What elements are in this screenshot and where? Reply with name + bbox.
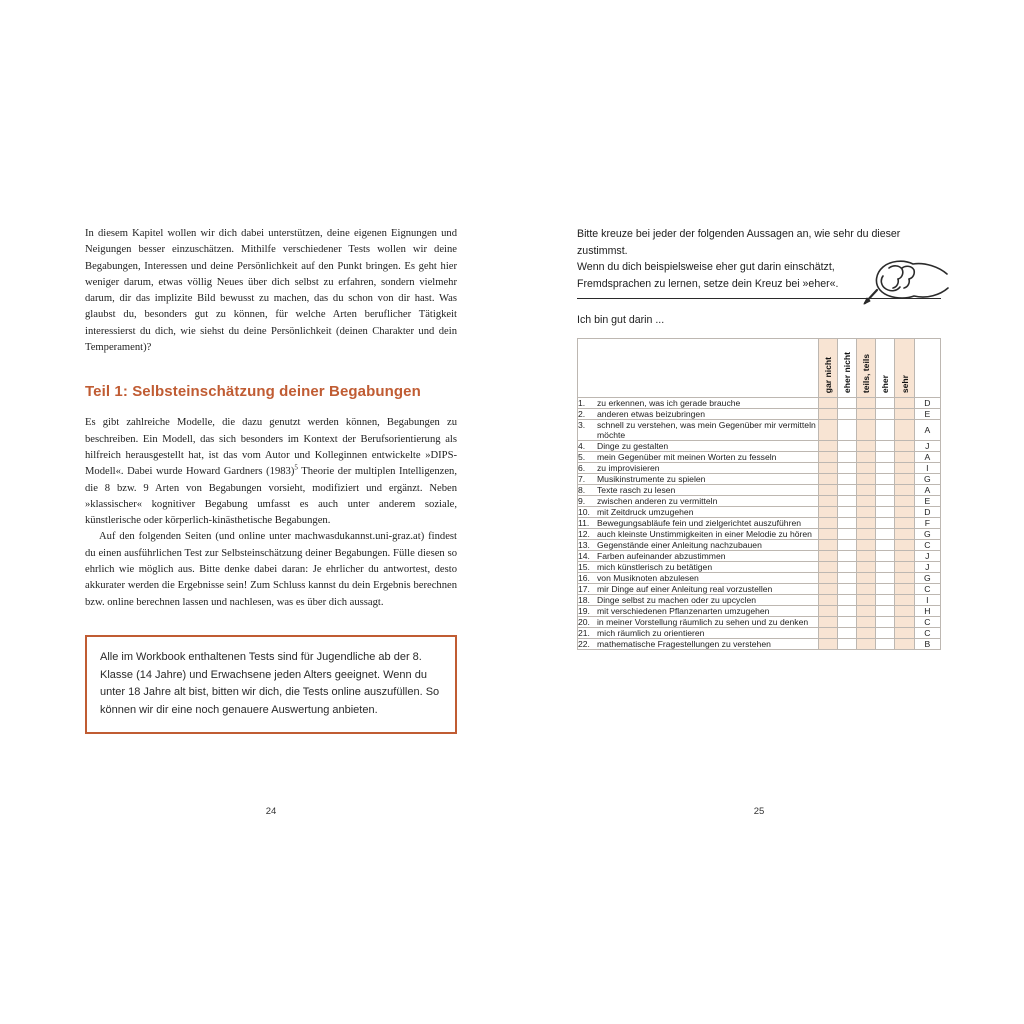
- table-row: [578, 551, 941, 562]
- rating-cell-sehr[interactable]: [895, 551, 914, 562]
- rating-cell-eher-nicht[interactable]: [837, 452, 856, 463]
- statement-cell: [578, 441, 819, 452]
- rating-cell-teils-teils[interactable]: [857, 507, 876, 518]
- rating-cell-eher[interactable]: [876, 551, 895, 562]
- rating-cell-eher-nicht[interactable]: [837, 562, 856, 573]
- table-row: [578, 540, 941, 551]
- statement-number: 13.: [578, 540, 590, 550]
- category-letter: C: [914, 628, 940, 639]
- table-row: [578, 518, 941, 529]
- right-page: [577, 226, 941, 650]
- rating-cell-gar-nicht[interactable]: [818, 485, 837, 496]
- lead-in-text: Ich bin gut darin ...: [577, 314, 665, 326]
- statement-text: anderen etwas beizubringen: [597, 409, 705, 419]
- table-row: [578, 562, 941, 573]
- table-row: [578, 639, 941, 650]
- category-letter: A: [914, 452, 940, 463]
- rating-cell-teils-teils[interactable]: [857, 441, 876, 452]
- rating-cell-teils-teils[interactable]: [857, 584, 876, 595]
- rating-cell-gar-nicht[interactable]: [818, 595, 837, 606]
- statement-number: 7.: [578, 474, 586, 484]
- statement-number: 10.: [578, 507, 590, 517]
- rating-cell-eher-nicht[interactable]: [837, 584, 856, 595]
- rating-cell-sehr[interactable]: [895, 474, 914, 485]
- rating-cell-eher-nicht[interactable]: [837, 507, 856, 518]
- rating-cell-sehr[interactable]: [895, 441, 914, 452]
- instructions-line1: Bitte kreuze bei jeder der folgenden Aussagen an, wie sehr du dieser zustimmst.: [577, 228, 901, 257]
- statement-text: zu erkennen, was ich gerade brauche: [597, 398, 741, 408]
- rating-cell-sehr[interactable]: [895, 529, 914, 540]
- rating-cell-eher[interactable]: [876, 463, 895, 474]
- statements-table-body: [578, 398, 941, 650]
- rating-cell-eher-nicht[interactable]: [837, 639, 856, 650]
- statement-cell: [578, 617, 819, 628]
- statement-cell: [578, 551, 819, 562]
- rating-cell-gar-nicht[interactable]: [818, 398, 837, 409]
- statement-text: schnell zu verstehen, was mein Gegenüber mir vermitteln möchte: [597, 420, 816, 440]
- statement-text: Texte rasch zu lesen: [597, 485, 676, 495]
- rating-cell-teils-teils[interactable]: [857, 562, 876, 573]
- rating-cell-eher[interactable]: [876, 507, 895, 518]
- rating-cell-sehr[interactable]: [895, 639, 914, 650]
- statement-number: 19.: [578, 606, 590, 616]
- statement-cell: [578, 409, 819, 420]
- instructions-rest: Wenn du dich beispielsweise eher gut darin einschätzt, Fremdsprachen zu lernen, setze dein Kreuz bei »eher«.: [577, 261, 839, 290]
- rating-cell-sehr[interactable]: [895, 628, 914, 639]
- statement-text: Gegenstände einer Anleitung nachzubauen: [597, 540, 762, 550]
- statement-column-header: [578, 339, 819, 398]
- statement-cell: [578, 529, 819, 540]
- table-row: [578, 628, 941, 639]
- statement-number: 11.: [578, 518, 590, 528]
- statement-cell: [578, 507, 819, 518]
- rating-cell-eher[interactable]: [876, 485, 895, 496]
- statement-text: mir Dinge auf einer Anleitung real vorzustellen: [597, 584, 773, 594]
- rating-cell-eher-nicht[interactable]: [837, 551, 856, 562]
- rating-cell-sehr[interactable]: [895, 595, 914, 606]
- rating-cell-gar-nicht[interactable]: [818, 584, 837, 595]
- table-row: [578, 573, 941, 584]
- statement-cell: [578, 606, 819, 617]
- rating-cell-sehr[interactable]: [895, 606, 914, 617]
- rating-cell-teils-teils[interactable]: [857, 463, 876, 474]
- rating-cell-eher-nicht[interactable]: [837, 540, 856, 551]
- rating-cell-teils-teils[interactable]: [857, 639, 876, 650]
- rating-cell-gar-nicht[interactable]: [818, 617, 837, 628]
- rating-cell-eher[interactable]: [876, 584, 895, 595]
- table-row: [578, 452, 941, 463]
- rating-cell-teils-teils[interactable]: [857, 551, 876, 562]
- table-row: [578, 507, 941, 518]
- statement-number: 5.: [578, 452, 586, 462]
- category-letter: G: [914, 474, 940, 485]
- statement-cell: [578, 474, 819, 485]
- rating-cell-teils-teils[interactable]: [857, 617, 876, 628]
- rating-cell-eher[interactable]: [876, 420, 895, 441]
- statement-number: 17.: [578, 584, 590, 594]
- rating-cell-eher-nicht[interactable]: [837, 409, 856, 420]
- table-row: [578, 606, 941, 617]
- rating-cell-eher[interactable]: [876, 398, 895, 409]
- rating-cell-sehr[interactable]: [895, 398, 914, 409]
- statement-text: auch kleinste Unstimmigkeiten in einer Melodie zu hören: [597, 529, 812, 539]
- category-letter: I: [914, 595, 940, 606]
- workbook-note-text: Alle im Workbook enthaltenen Tests sind für Jugendliche ab der 8. Klasse (14 Jahre) und Erwachsene jeden Alters geeignet. Wenn du unter 18 Jahre alt bist, bitten wir dich, die Tests online auszufüllen. So können wir dir eine noch genauere Auswertung anbieten.: [100, 650, 440, 716]
- statement-cell: [578, 573, 819, 584]
- rating-cell-sehr[interactable]: [895, 409, 914, 420]
- category-letter: E: [914, 409, 940, 420]
- table-row: [578, 441, 941, 452]
- category-letter: J: [914, 441, 940, 452]
- right-page-number: 25: [753, 806, 765, 817]
- rating-header-eher: eher: [876, 339, 895, 398]
- rating-cell-sehr[interactable]: [895, 507, 914, 518]
- rating-cell-eher-nicht[interactable]: [837, 398, 856, 409]
- category-letter: C: [914, 617, 940, 628]
- table-row: [578, 474, 941, 485]
- rating-cell-gar-nicht[interactable]: [818, 420, 837, 441]
- left-page-number: 24: [265, 806, 277, 817]
- rating-header-sehr: sehr: [895, 339, 914, 398]
- rating-cell-sehr[interactable]: [895, 518, 914, 529]
- table-row: [578, 529, 941, 540]
- rating-cell-teils-teils[interactable]: [857, 628, 876, 639]
- table-row: [578, 409, 941, 420]
- rating-cell-eher[interactable]: [876, 474, 895, 485]
- rating-cell-eher[interactable]: [876, 606, 895, 617]
- statement-text: mein Gegenüber mit meinen Worten zu fesseln: [597, 452, 777, 462]
- table-row: [578, 595, 941, 606]
- statement-text: zu improvisieren: [597, 463, 660, 473]
- rating-cell-sehr[interactable]: [895, 420, 914, 441]
- model-paragraph: [85, 415, 457, 529]
- rating-cell-gar-nicht[interactable]: [818, 507, 837, 518]
- table-row: [578, 463, 941, 474]
- rating-cell-eher[interactable]: [876, 639, 895, 650]
- statement-text: Dinge zu gestalten: [597, 441, 669, 451]
- rating-header-teils-teils: teils, teils: [857, 339, 876, 398]
- statement-text: Dinge selbst zu machen oder zu upcyclen: [597, 595, 757, 605]
- rating-cell-gar-nicht[interactable]: [818, 452, 837, 463]
- self-assessment-table: [577, 338, 941, 650]
- statement-text: von Musiknoten abzulesen: [597, 573, 699, 583]
- rating-cell-teils-teils[interactable]: [857, 485, 876, 496]
- rating-cell-sehr[interactable]: [895, 562, 914, 573]
- statement-cell: [578, 540, 819, 551]
- statement-number: 21.: [578, 628, 590, 638]
- rating-cell-gar-nicht[interactable]: [818, 474, 837, 485]
- rating-cell-gar-nicht[interactable]: [818, 573, 837, 584]
- rating-cell-teils-teils[interactable]: [857, 518, 876, 529]
- table-row: [578, 584, 941, 595]
- table-row: [578, 420, 941, 441]
- rating-cell-teils-teils[interactable]: [857, 606, 876, 617]
- statement-cell: [578, 463, 819, 474]
- rating-cell-teils-teils[interactable]: [857, 452, 876, 463]
- statement-text: Musikinstrumente zu spielen: [597, 474, 706, 484]
- statement-text: mich räumlich zu orientieren: [597, 628, 705, 638]
- statement-number: 1.: [578, 398, 586, 408]
- table-header: [578, 339, 941, 398]
- category-letter: G: [914, 573, 940, 584]
- category-letter: C: [914, 584, 940, 595]
- rating-cell-sehr[interactable]: [895, 485, 914, 496]
- rating-cell-gar-nicht[interactable]: [818, 628, 837, 639]
- model-paragraph-part-b: Theorie der multiplen Intelligenzen, die 8 bzw. 9 Arten von Begabungen vorsieht, modifiziert und ergänzt. Neben »klassischer« kognitiver Begabung umfasst es auch unter anderem soziale, künstlerische oder körperlich-kinästhetische Begabungen.: [85, 466, 457, 527]
- rating-cell-teils-teils[interactable]: [857, 529, 876, 540]
- statement-text: zwischen anderen zu vermitteln: [597, 496, 718, 506]
- model-paragraph-part-a: Es gibt zahlreiche Modelle, die dazu genutzt werden können, Begabungen zu beschreiben. Ein Modell, das sich besonders im Kontext der Berufsorientierung als hilfreich herausgestellt hat, ist das vom Autor und Kolleginnen entwickelte »DIPS-Modell«. Dabei wurde Howard Gardners (1983): [85, 417, 457, 478]
- category-letter: F: [914, 518, 940, 529]
- rating-cell-gar-nicht[interactable]: [818, 463, 837, 474]
- rating-cell-eher[interactable]: [876, 617, 895, 628]
- rating-cell-eher-nicht[interactable]: [837, 529, 856, 540]
- statement-cell: [578, 485, 819, 496]
- statement-number: 9.: [578, 496, 586, 506]
- statement-cell: [578, 628, 819, 639]
- statement-number: 15.: [578, 562, 590, 572]
- rating-cell-teils-teils[interactable]: [857, 420, 876, 441]
- statement-number: 20.: [578, 617, 590, 627]
- rating-cell-eher[interactable]: [876, 496, 895, 507]
- statement-cell: [578, 562, 819, 573]
- table-row: [578, 398, 941, 409]
- rating-cell-eher[interactable]: [876, 409, 895, 420]
- category-letter: D: [914, 507, 940, 518]
- statement-number: 12.: [578, 529, 590, 539]
- rating-cell-gar-nicht[interactable]: [818, 496, 837, 507]
- statement-cell: [578, 496, 819, 507]
- rating-cell-eher[interactable]: [876, 573, 895, 584]
- rating-cell-teils-teils[interactable]: [857, 595, 876, 606]
- statement-cell: [578, 420, 819, 441]
- statement-number: 16.: [578, 573, 590, 583]
- rating-cell-sehr[interactable]: [895, 573, 914, 584]
- rating-cell-eher[interactable]: [876, 540, 895, 551]
- statement-number: 3.: [578, 420, 586, 430]
- left-page: [85, 226, 457, 734]
- rating-cell-sehr[interactable]: [895, 584, 914, 595]
- statement-number: 14.: [578, 551, 590, 561]
- statement-cell: [578, 452, 819, 463]
- rating-cell-gar-nicht[interactable]: [818, 562, 837, 573]
- category-letter: H: [914, 606, 940, 617]
- test-info-paragraph: Auf den folgenden Seiten (und online unter machwasdukannst.uni-graz.at) findest du einen ausführlichen Test zur Selbsteinschätzung deiner Begabungen. Fülle diesen so ehrlich wie möglich aus. Bitte denke dabei daran: Je ehrlicher du antwortest, desto akkurater werden die Ergebnisse sein! Zum Schluss kannst du dein Ergebnis berechnen bzw. online berechnen lassen und nachlesen, was es über dich aussagt.: [85, 531, 457, 608]
- rating-cell-sehr[interactable]: [895, 452, 914, 463]
- rating-cell-eher-nicht[interactable]: [837, 420, 856, 441]
- rating-cell-eher-nicht[interactable]: [837, 463, 856, 474]
- writing-hand-icon: [853, 254, 949, 306]
- rating-cell-eher[interactable]: [876, 628, 895, 639]
- statement-text: mich künstlerisch zu betätigen: [597, 562, 713, 572]
- statement-cell: [578, 398, 819, 409]
- rating-cell-eher[interactable]: [876, 518, 895, 529]
- statement-cell: [578, 639, 819, 650]
- rating-cell-sehr[interactable]: [895, 496, 914, 507]
- table-row: [578, 485, 941, 496]
- rating-cell-eher[interactable]: [876, 441, 895, 452]
- statement-cell: [578, 595, 819, 606]
- statement-cell: [578, 584, 819, 595]
- rating-cell-eher-nicht[interactable]: [837, 474, 856, 485]
- rating-cell-sehr[interactable]: [895, 540, 914, 551]
- rating-cell-gar-nicht[interactable]: [818, 540, 837, 551]
- statement-number: 2.: [578, 409, 586, 419]
- statement-text: mathematische Fragestellungen zu verstehen: [597, 639, 771, 649]
- category-letter: A: [914, 485, 940, 496]
- rating-cell-teils-teils[interactable]: [857, 573, 876, 584]
- statement-number: 8.: [578, 485, 586, 495]
- rating-cell-eher-nicht[interactable]: [837, 617, 856, 628]
- rating-cell-eher-nicht[interactable]: [837, 441, 856, 452]
- table-row: [578, 617, 941, 628]
- rating-cell-gar-nicht[interactable]: [818, 409, 837, 420]
- category-letter-column-header: [914, 339, 940, 398]
- statement-text: Farben aufeinander abzustimmen: [597, 551, 726, 561]
- rating-cell-teils-teils[interactable]: [857, 409, 876, 420]
- rating-cell-eher-nicht[interactable]: [837, 518, 856, 529]
- footnote-marker: 5: [294, 463, 298, 472]
- table-row: [578, 496, 941, 507]
- rating-cell-eher[interactable]: [876, 452, 895, 463]
- rating-cell-eher-nicht[interactable]: [837, 628, 856, 639]
- rating-cell-teils-teils[interactable]: [857, 540, 876, 551]
- statement-number: 22.: [578, 639, 590, 649]
- section-heading: Teil 1: Selbsteinschätzung deiner Begabungen: [85, 383, 421, 401]
- rating-cell-gar-nicht[interactable]: [818, 639, 837, 650]
- rating-cell-sehr[interactable]: [895, 463, 914, 474]
- statement-number: 18.: [578, 595, 590, 605]
- category-letter: J: [914, 562, 940, 573]
- statement-text: mit verschiedenen Pflanzenarten umzugehen: [597, 606, 770, 616]
- rating-cell-gar-nicht[interactable]: [818, 441, 837, 452]
- rating-cell-gar-nicht[interactable]: [818, 551, 837, 562]
- rating-cell-eher-nicht[interactable]: [837, 606, 856, 617]
- rating-cell-eher-nicht[interactable]: [837, 573, 856, 584]
- rating-cell-teils-teils[interactable]: [857, 474, 876, 485]
- rating-cell-eher[interactable]: [876, 562, 895, 573]
- statement-text: in meiner Vorstellung räumlich zu sehen und zu denken: [597, 617, 809, 627]
- rating-cell-sehr[interactable]: [895, 617, 914, 628]
- rating-cell-teils-teils[interactable]: [857, 496, 876, 507]
- category-letter: B: [914, 639, 940, 650]
- rating-cell-gar-nicht[interactable]: [818, 606, 837, 617]
- rating-cell-gar-nicht[interactable]: [818, 518, 837, 529]
- rating-header-gar-nicht: gar nicht: [818, 339, 837, 398]
- statement-number: 4.: [578, 441, 586, 451]
- category-letter: D: [914, 398, 940, 409]
- category-letter: C: [914, 540, 940, 551]
- questionnaire-instructions: [577, 226, 941, 299]
- category-letter: A: [914, 420, 940, 441]
- workbook-note-box: [85, 635, 457, 734]
- category-letter: I: [914, 463, 940, 474]
- rating-cell-eher[interactable]: [876, 595, 895, 606]
- rating-cell-gar-nicht[interactable]: [818, 529, 837, 540]
- statement-text: mit Zeitdruck umzugehen: [597, 507, 694, 517]
- category-letter: G: [914, 529, 940, 540]
- rating-cell-eher-nicht[interactable]: [837, 485, 856, 496]
- statement-text: Bewegungsabläufe fein und zielgerichtet auszuführen: [597, 518, 802, 528]
- category-letter: E: [914, 496, 940, 507]
- rating-cell-eher-nicht[interactable]: [837, 496, 856, 507]
- rating-cell-teils-teils[interactable]: [857, 398, 876, 409]
- category-letter: J: [914, 551, 940, 562]
- rating-cell-eher[interactable]: [876, 529, 895, 540]
- rating-cell-eher-nicht[interactable]: [837, 595, 856, 606]
- intro-paragraph: In diesem Kapitel wollen wir dich dabei unterstützen, deine eigenen Eignungen und Neigungen besser einzuschätzen. Mithilfe verschiedener Tests wollen wir deine Begabungen, Interessen und deine Persönlichkeit auf den Punkt bringen. Es geht hier weniger darum, etwas völlig Neues über dich selbst zu erfahren, sondern vielmehr darum, dir das implizite Bild bewusst zu machen, das du schon von dir hast. Was glaubst du, besonders gut zu können, für welche Arten beruflicher Tätigkeit interessierst du dich, wie siehst du deine Persönlichkeit (deinen Charakter und dein Temperament)?: [85, 228, 457, 354]
- statement-number: 6.: [578, 463, 586, 473]
- rating-header-eher-nicht: eher nicht: [837, 339, 856, 398]
- statement-cell: [578, 518, 819, 529]
